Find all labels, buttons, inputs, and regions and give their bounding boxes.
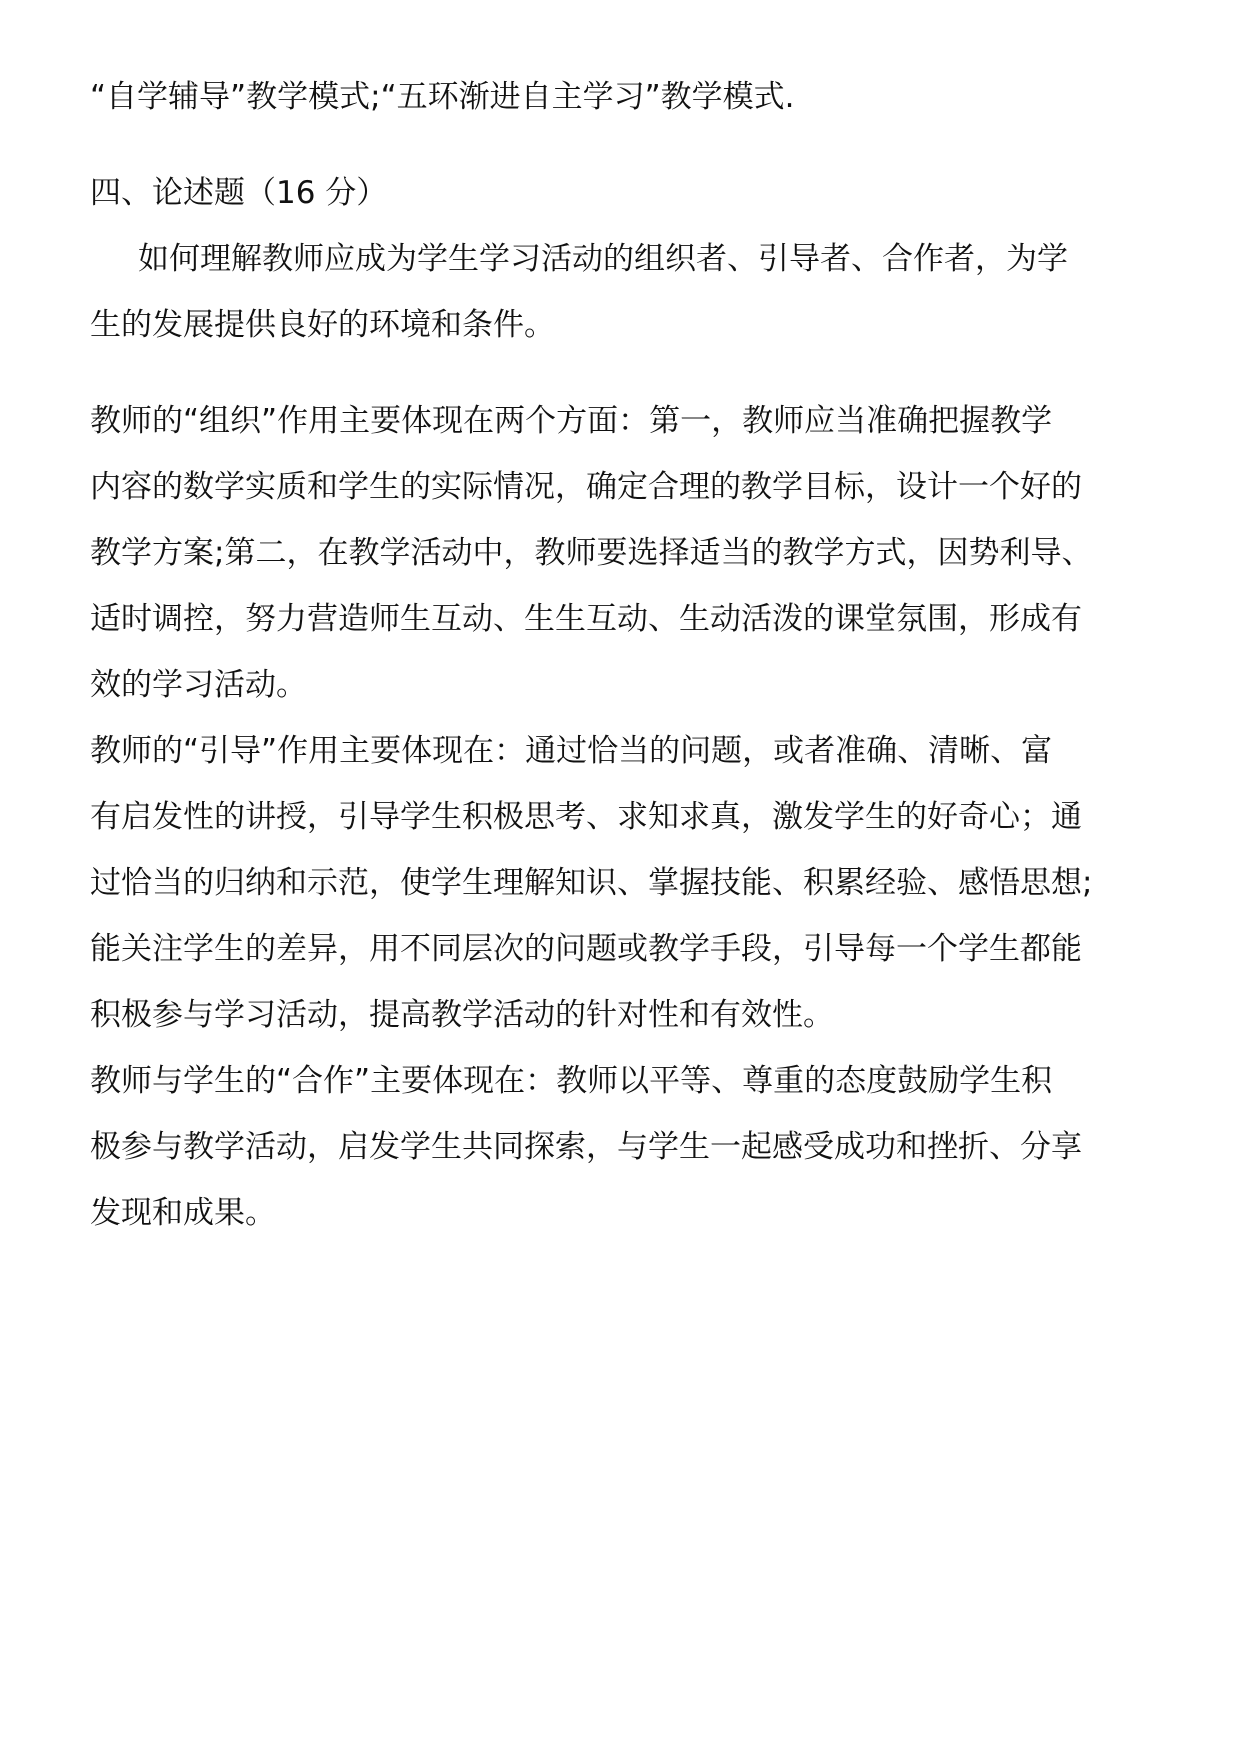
question-line: 如何理解教师应成为学生学习活动的组织者、引导者、合作者，为学 [138, 241, 1068, 277]
answer-line: 教学方案;第二，在教学活动中，教师要选择适当的教学方式，因势利导、 [90, 535, 1093, 571]
answer-line: 内容的数学实质和学生的实际情况，确定合理的教学目标，设计一个好的 [90, 469, 1082, 505]
answer-line: 教师与学生的“合作”主要体现在：教师以平等、尊重的态度鼓励学生积 [90, 1063, 1053, 1099]
answer-line: 发现和成果。 [90, 1195, 276, 1231]
answer-line: 极参与教学活动，启发学生共同探索，与学生一起感受成功和挫折、分享 [90, 1129, 1082, 1165]
answer-line: 有启发性的讲授，引导学生积极思考、求知求真，激发学生的好奇心；通 [90, 799, 1082, 835]
document-page [90, 0, 1155, 1246]
intro-line: “自学辅导”教学模式;“五环渐进自主学习”教学模式. [90, 79, 795, 115]
answer-line: 过恰当的归纳和示范，使学生理解知识、掌握技能、积累经验、感悟思想; [90, 865, 1093, 901]
question-paragraph [90, 226, 1155, 358]
answer-line: 能关注学生的差异，用不同层次的问题或教学手段，引导每一个学生都能 [90, 931, 1082, 967]
section-heading: 四、论述题（16 分） [90, 175, 388, 211]
answer-line: 适时调控，努力营造师生互动、生生互动、生动活泼的课堂氛围，形成有 [90, 601, 1082, 637]
answer-paragraphs [90, 388, 1155, 1246]
question-line: 生的发展提供良好的环境和条件。 [90, 307, 555, 343]
answer-line: 积极参与学习活动，提高教学活动的针对性和有效性。 [90, 997, 834, 1033]
answer-line: 教师的“组织”作用主要体现在两个方面：第一，教师应当准确把握教学 [90, 403, 1053, 439]
answer-line: 效的学习活动。 [90, 667, 307, 703]
answer-line: 教师的“引导”作用主要体现在：通过恰当的问题，或者准确、清晰、富 [90, 733, 1053, 769]
